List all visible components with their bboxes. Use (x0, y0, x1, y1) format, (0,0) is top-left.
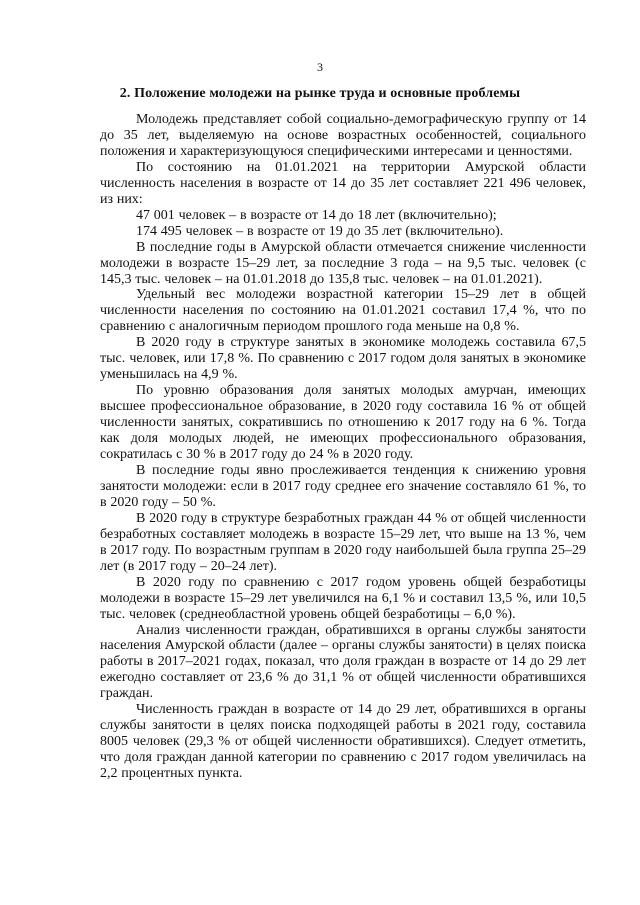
paragraph-youth-definition: Молодежь представляет собой социально-демографическую группу от 14 до 35 лет, выделяемую на основе возрастных особенностей, социального положения и характеризующуюся специфическими интересами и ценностями. (100, 112, 586, 159)
section-heading: 2. Положение молодежи на рынке труда и основные проблемы (119, 86, 521, 101)
list-item-19-35: 174 495 человек – в возрасте от 19 до 35 лет (включительно). (136, 223, 504, 239)
paragraph-applicants-2021: Численность граждан в возрасте от 14 до 29 лет, обратившихся в органы службы занятости в целях поиска подходящей работы в 2021 году, составила 8005 человек (29,3 % от общей численности обратившихся). Следует отметить, что доля граждан данной категории по сравнению с 2017 годом увеличилась на 2,2 процентных пункта. (100, 702, 586, 782)
paragraph-employment-trend: В последние годы явно прослеживается тенденция к снижению уровня занятости молодежи: если в 2017 году среднее его значение составляло 61 %, то в 2020 году – 50 %. (100, 462, 586, 510)
paragraph-population-decline: В последние годы в Амурской области отмечается снижение численности молодежи в возрасте 15–29 лет, за последние 3 года – на 9,5 тыс. человек (с 145,3 тыс. человек – на 01.01.2018 до 135,8 тыс. человек – на 01.01.2021). (100, 239, 586, 287)
page-number: 3 (317, 60, 323, 74)
paragraph-education-level: По уровню образования доля занятых молодых амурчан, имеющих высшее профессиональное образование, в 2020 году составила 16 % от общей численности занятых, сократившись по отношению к 2017 году на 6 %. Тогда как доля молодых людей, не имеющих профессионального образования, сократилась с 30 % в 2017 году до 24 % в 2020 году. (100, 383, 586, 463)
document-body (100, 112, 586, 782)
paragraph-employment-service-analysis: Анализ численности граждан, обратившихся в органы службы занятости населения Амурской области (далее – органы службы занятости) в целях поиска работы в 2017–2021 годах, показал, что доля граждан в возрасте от 14 до 29 лет ежегодно составляет от 23,6 % до 31,1 % от общей численности обратившихся граждан. (100, 622, 586, 702)
paragraph-employed-2020: В 2020 году в структуре занятых в экономике молодежь составила 67,5 тыс. человек, или 17,8 %. По сравнению с 2017 годом доля занятых в экономике уменьшилась на 4,9 %. (100, 335, 586, 383)
paragraph-population-2021: По состоянию на 01.01.2021 на территории Амурской области численность населения в возрасте от 14 до 35 лет составляет 221 496 человек, из них: (100, 159, 586, 207)
paragraph-unemployment-rate: В 2020 году по сравнению с 2017 годом уровень общей безработицы молодежи в возрасте 15–29 лет увеличился на 6,1 % и составил 13,5 %, или 10,5 тыс. человек (среднеобластной уровень общей безработицы – 6,0 %). (100, 574, 586, 622)
list-item-14-18: 47 001 человек – в возрасте от 14 до 18 лет (включительно); (136, 207, 497, 223)
paragraph-youth-share: Удельный вес молодежи возрастной категории 15–29 лет в общей численности населения по состоянию на 01.01.2021 составил 17,4 %, что по сравнению с аналогичным периодом прошлого года меньше на 0,8 %. (100, 287, 586, 335)
paragraph-unemployed-structure: В 2020 году в структуре безработных граждан 44 % от общей численности безработных составляет молодежь в возрасте 15–29 лет, что выше на 13 %, чем в 2017 году. По возрастным группам в 2020 году наибольшей была группа 25–29 лет (в 2017 году – 20–24 лет). (100, 510, 586, 574)
